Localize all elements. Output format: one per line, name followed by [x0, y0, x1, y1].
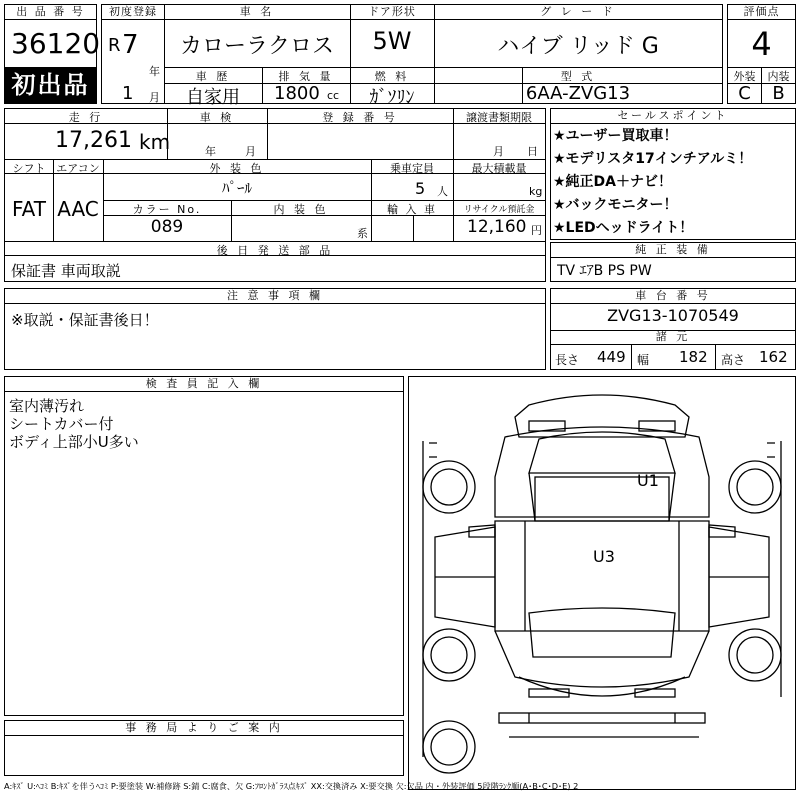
first-reg-month: 1	[122, 83, 134, 104]
capacity-label: 乗車定員	[390, 162, 434, 175]
lot-label: 出 品 番 号	[5, 5, 96, 20]
history-label: 車 歴	[195, 70, 231, 83]
load-unit: kg	[529, 185, 543, 198]
shift-value: FAT	[11, 197, 46, 221]
fuel-value: ｶﾞｿﾘﾝ	[369, 87, 415, 108]
import-label: 輸 入 車	[387, 203, 437, 216]
width-label: 幅	[637, 353, 650, 367]
int-color-unit: 系	[357, 227, 368, 240]
inspection-year-unit: 年	[205, 145, 216, 158]
fuel-label: 燃 料	[374, 70, 410, 83]
recycle-label: リサイクル預託金	[463, 205, 535, 215]
equipment-box	[550, 242, 796, 282]
load-label: 最大積載量	[471, 162, 527, 175]
lot-box	[4, 4, 101, 104]
details-table	[4, 108, 546, 282]
length-value: 449	[597, 348, 626, 366]
sales-point-2: ★モデリスタ17インチアルミ！	[553, 151, 753, 167]
inspector-line-2: シートカバー付	[9, 415, 114, 433]
inspection-month-unit: 月	[245, 145, 256, 158]
ext-color-value: ﾊﾟｰﾙ	[221, 179, 252, 197]
notes-value: ※取説・保証書後日！	[11, 311, 159, 329]
sales-point-5: ★LEDヘッドライト！	[553, 220, 694, 236]
equipment-value: TV ｴｱB PS PW	[557, 263, 652, 279]
office-label: 事 務 局 よ り ご 案 内	[5, 721, 403, 736]
inspection-label: 車 検	[199, 111, 235, 124]
legend-text: A:ｷｽﾞ U:ﾍｺﾐ B:ｷｽﾞを伴うﾍｺﾐ P:要塗装 W:補修跡 S:錆 C:腐食、欠 G:ﾌﾛﾝﾄｶﾞﾗｽ点ｷｽﾞ XX:交換済み X:要交換 欠:欠品 内・外装評価 5段階ﾗﾝｸ順(A･B･C･D･E) 2	[4, 781, 579, 791]
damage-mark-u1: U1	[637, 471, 659, 490]
color-no-value: 089	[150, 217, 184, 237]
int-color-label: 内 装 色	[273, 203, 329, 216]
interior-grade: B	[772, 83, 785, 104]
notes-box	[4, 288, 546, 370]
first-reg-label: 初度登録	[102, 5, 164, 20]
mileage-label: 走 行	[68, 111, 104, 124]
car-diagram	[409, 377, 795, 789]
mileage-value: 17,261	[55, 128, 132, 153]
first-listing-badge: 初出品	[5, 67, 96, 103]
length-label: 長さ	[555, 353, 580, 367]
exterior-grade: C	[738, 83, 751, 104]
inspector-label: 検 査 員 記 入 欄	[5, 377, 403, 392]
height-label: 高さ	[721, 353, 746, 367]
height-value: 162	[759, 348, 788, 366]
car-diagram-box	[408, 376, 796, 790]
interior-grade-label: 内装	[767, 70, 790, 83]
ext-color-label: 外 装 色	[209, 162, 265, 175]
displacement-unit: cc	[327, 89, 340, 102]
sales-point-4: ★バックモニター！	[553, 197, 678, 213]
transfer-label: 譲渡書類期限	[466, 111, 532, 124]
sales-point-3: ★純正DA＋ナビ！	[553, 174, 673, 190]
displacement-value: 1800	[274, 83, 320, 104]
grade-value: ハイブ リッド G	[497, 34, 659, 59]
sales-point-1: ★ユーザー買取車！	[553, 128, 678, 144]
recycle-unit: 円	[531, 224, 542, 237]
office-box	[4, 720, 404, 776]
model-label: 型 式	[560, 70, 596, 83]
year-unit: 年	[149, 65, 160, 78]
reg-number-label: 登 録 番 号	[322, 111, 398, 124]
score-label: 評価点	[728, 5, 795, 20]
inspector-line-1: 室内薄汚れ	[9, 397, 85, 415]
chassis-value: ZVG13-1070549	[607, 306, 739, 325]
displacement-label: 排 気 量	[278, 70, 334, 83]
door-label: ドア形状	[350, 5, 434, 20]
era: R	[108, 35, 121, 56]
score-value: 4	[751, 25, 772, 63]
sales-points-box	[550, 108, 796, 240]
mileage-unit: km	[139, 130, 171, 154]
grade-label: グ レ ー ド	[434, 5, 722, 20]
transfer-month-unit: 月	[493, 145, 504, 158]
chassis-label: 車 台 番 号	[551, 289, 795, 304]
chassis-box	[550, 288, 796, 370]
header-table	[101, 4, 723, 108]
shift-label: シフト	[12, 162, 46, 175]
history-value: 自家用	[186, 87, 240, 108]
recycle-value: 12,160	[467, 217, 527, 237]
width-value: 182	[679, 348, 708, 366]
exterior-grade-label: 外装	[733, 70, 756, 83]
inspector-line-3: ボディ上部小U多い	[9, 433, 139, 451]
color-no-label: カラー No.	[132, 203, 202, 216]
ac-label: エアコン	[56, 162, 100, 175]
capacity-unit: 人	[437, 185, 448, 198]
car-name: カローラクロス	[179, 34, 334, 59]
notes-label: 注 意 事 項 欄	[5, 289, 545, 304]
equipment-label: 純 正 装 備	[551, 243, 795, 258]
lot-number: 36120	[11, 27, 101, 60]
door-value: 5W	[372, 27, 412, 55]
transfer-day-unit: 日	[527, 145, 538, 158]
damage-mark-u3: U3	[593, 547, 615, 566]
inspector-box	[4, 376, 404, 716]
score-box	[727, 4, 796, 104]
ac-value: AAC	[57, 197, 99, 221]
sales-points-label: セールスポイント	[551, 109, 795, 124]
first-reg-year: 7	[122, 30, 139, 60]
month-unit: 月	[149, 91, 160, 104]
model-value: 6AA-ZVG13	[525, 83, 631, 104]
dims-label: 諸 元	[551, 330, 795, 345]
later-parts-value: 保証書 車両取説	[11, 262, 121, 280]
later-parts-label: 後 日 発 送 部 品	[216, 244, 334, 257]
car-name-label: 車 名	[164, 5, 350, 20]
capacity-value: 5	[415, 179, 426, 198]
